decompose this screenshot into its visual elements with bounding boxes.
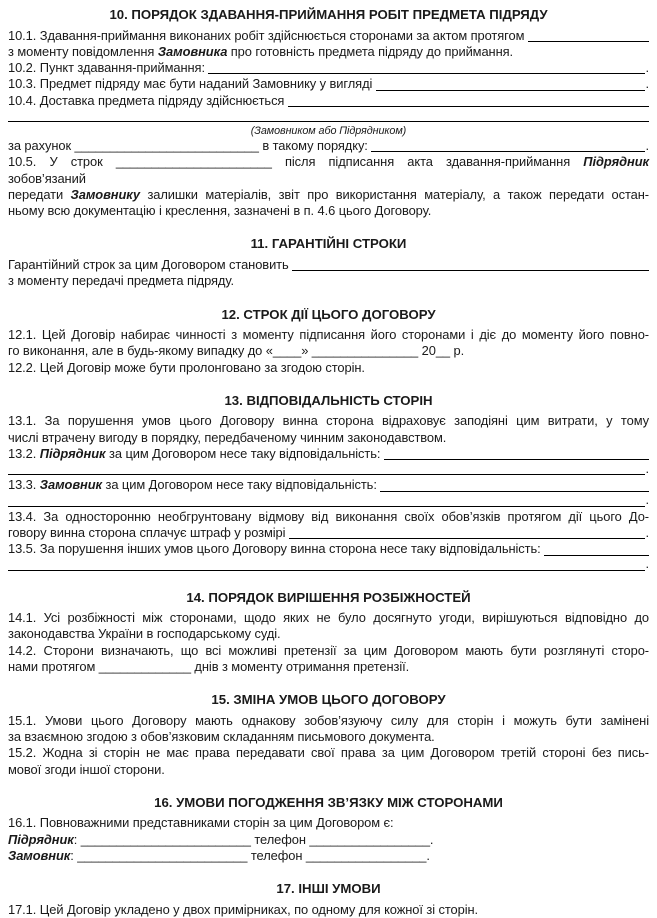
clause-10-1-line-1 xyxy=(8,28,649,44)
clause-text: : ________________________ телефон _________________. xyxy=(73,831,434,847)
party-name-emphasis: Підрядник xyxy=(39,446,106,462)
contractor-contact-line xyxy=(8,832,649,848)
clause-text: за цим Договором несе таку відповідальність: xyxy=(101,477,381,493)
period: . xyxy=(645,60,649,76)
blank-field xyxy=(371,151,645,152)
clause-13-2 xyxy=(8,446,649,462)
clause-14-2-line-1: 14.2. Сторони визначають, що всі можливі претензії за цим Договором мають бути розглянуті сторо- xyxy=(8,642,649,658)
clause-13-5 xyxy=(8,541,649,557)
period: . xyxy=(645,492,649,508)
clause-13-3-continuation-blank xyxy=(8,494,649,509)
blank-field xyxy=(289,538,646,539)
clause-text: Гарантійний строк за цим Договором становить xyxy=(8,256,293,272)
blank-field xyxy=(292,270,649,271)
clause-text: зобов’язаний xyxy=(8,170,86,186)
clause-text: 13.2. xyxy=(8,446,40,462)
clause-13-4-line-1: 13.4. За односторонню необгрунтовану відмову від виконання своїх обов’язків протягом дії цього До- xyxy=(8,508,649,524)
clause-13-5-continuation-blank xyxy=(8,558,649,573)
clause-text: говору винна сторона сплачує штраф у розмірі xyxy=(8,524,289,540)
section-13 xyxy=(8,393,649,573)
clause-text: 10.5. У строк ______________________ після підписання акта здавання-приймання xyxy=(8,154,584,170)
clause-text: 13.5. За порушення інших умов цього Договору винна сторона несе таку відповідальність: xyxy=(8,541,545,557)
clause-text: за цим Договором несе таку відповідальність: xyxy=(105,446,384,462)
section-15-title: 15. ЗМІНА УМОВ ЦЬОГО ДОГОВОРУ xyxy=(211,692,446,708)
clause-15-2-line-1: 15.2. Жодна зі сторін не має права передавати свої права за цим Договором третій стороні без пись- xyxy=(8,745,649,761)
section-16 xyxy=(8,795,649,864)
party-name-emphasis: Замовнику xyxy=(70,186,140,202)
clause-text: залишки матеріалів, звіт про використання матеріалу, а також передати остан- xyxy=(139,186,649,202)
section-12 xyxy=(8,307,649,376)
clause-12-2: 12.2. Цей Договір може бути пролонговано за згодою сторін. xyxy=(8,359,365,375)
clause-12-1-line-1: 12.1. Цей Договір набирає чинності з моменту підписання його сторонами і діє до моменту його повно- xyxy=(8,327,649,343)
clause-text: 10.3. Предмет підряду має бути наданий Замовнику у вигляді xyxy=(8,76,376,92)
blank-field xyxy=(288,106,649,107)
section-14-title: 14. ПОРЯДОК ВИРІШЕННЯ РОЗБІЖНОСТЕЙ xyxy=(186,589,471,605)
customer-contact-line xyxy=(8,848,649,864)
clause-10-4 xyxy=(8,93,649,109)
clause-10-4-order-line xyxy=(8,138,649,154)
blank-field xyxy=(380,491,649,492)
clause-15-1-line-1: 15.1. Умови цього Договору мають однакову зобов’язуючу силу для сторін і можуть бути замінені xyxy=(8,712,649,728)
clause-11-line-2: з моменту передачі предмета підряду. xyxy=(8,273,234,289)
blank-field xyxy=(376,90,646,91)
clause-text: з моменту повідомлення xyxy=(8,43,158,59)
clause-13-2-continuation-blank xyxy=(8,462,649,477)
period: . xyxy=(645,524,649,540)
clause-text: передати xyxy=(8,186,71,202)
clause-12-1-line-2: го виконання, але в будь-якому випадку до «____» _______________ 20__ р. xyxy=(8,343,465,359)
blank-field xyxy=(384,459,649,460)
clause-13-1-line-1: 13.1. За порушення умов цього Договору винна сторона відраховує заподіяні цим витрати, у тому xyxy=(8,413,649,429)
blank-field xyxy=(544,555,649,556)
clause-17-1: 17.1. Цей Договір укладено у двох примірниках, по одному для кожної зі сторін. xyxy=(8,901,479,917)
party-name-emphasis: Замовник xyxy=(39,477,102,493)
clause-10-1-line-2 xyxy=(8,44,649,60)
clause-text: 10.1. Здавання-приймання виконаних робіт здійснюється сторонами за актом протягом xyxy=(8,27,528,43)
period: . xyxy=(645,556,649,572)
period: . xyxy=(645,137,649,153)
blank-field xyxy=(8,474,645,475)
clause-15-1-line-2: за взаємною згодою з обов’язковим складанням письмового документа. xyxy=(8,729,435,745)
section-15 xyxy=(8,692,649,778)
blank-field xyxy=(8,506,645,507)
clause-13-1-line-2: числі втрачену вигоду в порядку, передбаченому чинним законодавством. xyxy=(8,429,447,445)
clause-14-1-line-2: законодавства України в господарському суді. xyxy=(8,626,281,642)
blank-field xyxy=(528,41,649,42)
clause-10-4-continuation-blank xyxy=(8,109,649,124)
clause-text: 13.3. xyxy=(8,477,40,493)
party-name-emphasis: Підрядник xyxy=(583,154,649,170)
section-16-title: 16. УМОВИ ПОГОДЖЕННЯ ЗВ’ЯЗКУ МІЖ СТОРОНАМИ xyxy=(154,794,503,810)
clause-10-2 xyxy=(8,60,649,76)
period: . xyxy=(645,461,649,477)
section-10-title: 10. ПОРЯДОК ЗДАВАННЯ-ПРИЙМАННЯ РОБІТ ПРЕДМЕТА ПІДРЯДУ xyxy=(109,7,548,22)
clause-15-2-line-2: мової згоди іншої сторони. xyxy=(8,761,165,777)
clause-14-1-line-1: 14.1. Усі розбіжності між сторонами, щодо яких не було досягнуто угоди, вирішуються відповідно до xyxy=(8,610,649,626)
clause-13-3 xyxy=(8,477,649,493)
clause-text: за рахунок __________________________ в такому порядку: xyxy=(8,137,372,153)
section-17 xyxy=(8,881,649,918)
section-10 xyxy=(8,7,649,219)
blank-caption: (Замовником або Підрядником) xyxy=(250,124,407,137)
clause-13-4-line-2 xyxy=(8,525,649,541)
section-11-title: 11. ГАРАНТІЙНІ СТРОКИ xyxy=(250,236,407,252)
section-12-title: 12. СТРОК ДІЇ ЦЬОГО ДОГОВОРУ xyxy=(221,306,436,322)
clause-text: 10.4. Доставка предмета підряду здійснюється xyxy=(8,92,288,108)
clause-10-3 xyxy=(8,76,649,92)
clause-10-5-line-1 xyxy=(8,154,649,187)
party-name-emphasis: Замовник xyxy=(8,848,71,863)
party-name-emphasis: Замовника xyxy=(157,43,228,59)
clause-16-1: 16.1. Повноважними представниками сторін за цим Договором є: xyxy=(8,815,394,831)
clause-11-line-1 xyxy=(8,257,649,273)
clause-10-5-line-2 xyxy=(8,187,649,203)
section-17-title: 17. ІНШІ УМОВИ xyxy=(276,881,381,897)
section-14 xyxy=(8,590,649,676)
clause-text: : ________________________ телефон _________________. xyxy=(70,848,430,863)
clause-10-5-line-3: ньому всю документацію і креслення, зазначені в п. 4.6 цього Договору. xyxy=(8,203,432,219)
party-name-emphasis: Підрядник xyxy=(8,831,74,847)
section-11 xyxy=(8,236,649,289)
clause-text: про готовність предмета підряду до приймання. xyxy=(227,43,514,59)
blank-field xyxy=(8,570,645,571)
blank-field xyxy=(208,73,645,74)
blank-field xyxy=(8,121,649,122)
clause-text: 10.2. Пункт здавання-приймання: xyxy=(8,60,209,76)
period: . xyxy=(645,76,649,92)
clause-14-2-line-2: нами протягом _____________ днів з моменту отримання претензії. xyxy=(8,658,410,674)
section-13-title: 13. ВІДПОВІДАЛЬНІСТЬ СТОРІН xyxy=(224,392,433,408)
